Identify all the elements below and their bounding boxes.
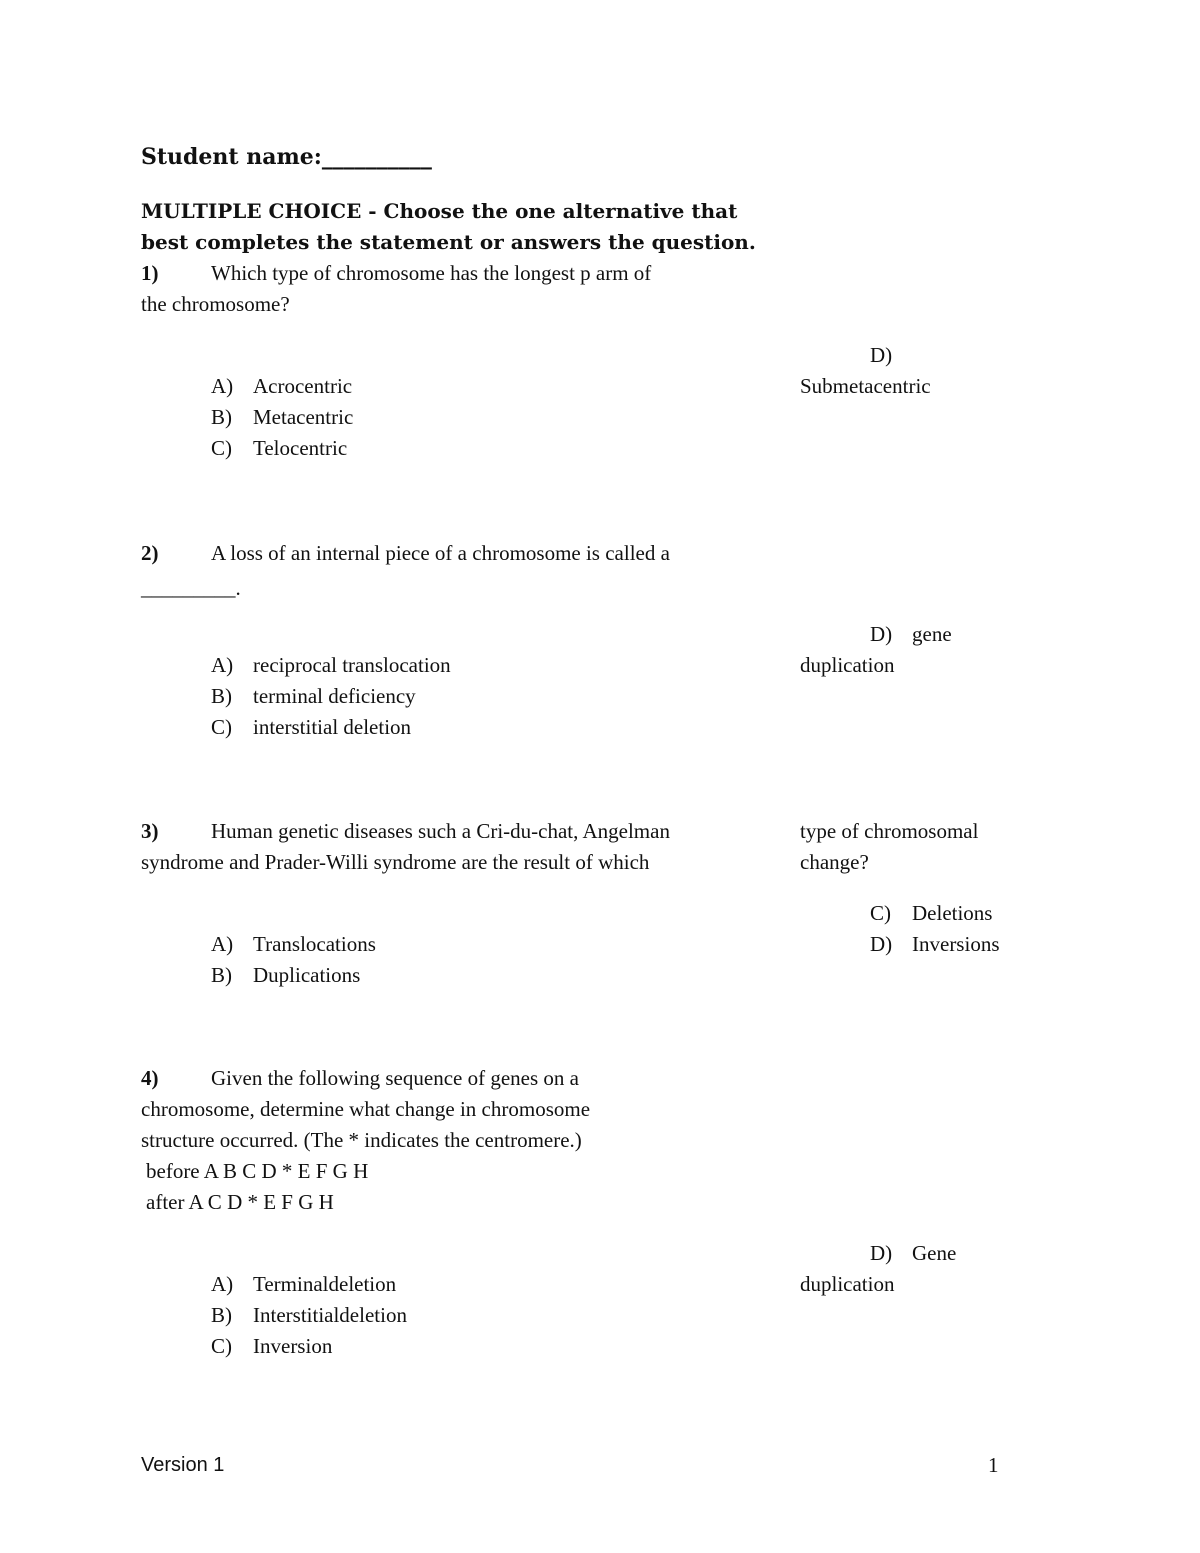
question-4-option-b: B) Interstitialdeletion — [211, 1303, 407, 1327]
question-1-option-d-label: D) — [870, 343, 893, 367]
question-2-line2: _________. — [141, 576, 241, 600]
question-4-option-a: A) Terminaldeletion — [211, 1272, 397, 1296]
question-3-line2: syndrome and Prader-Willi syndrome are the result of which — [141, 850, 650, 874]
question-1-option-b: B) Metacentric — [211, 405, 354, 429]
student-name-label: Student name:__________ — [141, 144, 432, 170]
question-1-line2: the chromosome? — [141, 292, 290, 316]
question-4-line1 — [141, 1063, 579, 1094]
question-2-option-d-line2: duplication — [800, 653, 895, 677]
question-2-option-c: C) interstitial deletion — [211, 715, 412, 739]
question-3-option-a: A) Translocations — [211, 932, 376, 956]
question-4-text: Given the following sequence of genes on a — [211, 1066, 579, 1090]
question-4-line3: structure occurred. (The * indicates the centromere.) — [141, 1128, 582, 1152]
question-3-option-c: C) Deletions — [870, 901, 993, 925]
question-4-line2: chromosome, determine what change in chromosome — [141, 1097, 591, 1121]
question-4-number: 4) — [141, 1066, 159, 1090]
question-3-line4: change? — [800, 850, 869, 874]
question-1-text: Which type of chromosome has the longest p arm of — [211, 261, 652, 285]
question-1-number: 1) — [141, 261, 159, 285]
question-4-sequence-before: before A B C D * E F G H — [146, 1159, 369, 1183]
question-1-option-d-text: Submetacentric — [800, 374, 931, 398]
question-4-option-d-line2: duplication — [800, 1272, 895, 1296]
question-3-line1 — [141, 816, 670, 847]
question-1-line1 — [141, 258, 651, 289]
question-4-option-d-line1: D) Gene — [870, 1241, 957, 1265]
question-4-option-c: C) Inversion — [211, 1334, 333, 1358]
question-2-number: 2) — [141, 541, 159, 565]
question-3-option-b: B) Duplications — [211, 963, 361, 987]
question-2-option-a: A) reciprocal translocation — [211, 653, 451, 677]
question-2-option-d-line1: D) gene — [870, 622, 952, 646]
question-3-text: Human genetic diseases such a Cri-du-chat, Angelman — [211, 819, 670, 843]
section-heading-line2: best completes the statement or answers the question. — [141, 230, 756, 254]
question-1-option-a: A) Acrocentric — [211, 374, 353, 398]
footer-version: Version 1 — [141, 1454, 225, 1476]
section-heading-line1: MULTIPLE CHOICE - Choose the one alternative that — [141, 199, 738, 223]
question-4-sequence-after: after A C D * E F G H — [146, 1190, 334, 1214]
question-3-line3: type of chromosomal — [800, 819, 979, 843]
question-2-option-b: B) terminal deficiency — [211, 684, 416, 708]
question-2-text: A loss of an internal piece of a chromosome is called a — [211, 541, 670, 565]
question-3-option-d: D) Inversions — [870, 932, 1000, 956]
question-2-line1 — [141, 538, 670, 569]
question-1-option-c: C) Telocentric — [211, 436, 348, 460]
question-3-number: 3) — [141, 819, 159, 843]
page-number: 1 — [988, 1453, 999, 1477]
